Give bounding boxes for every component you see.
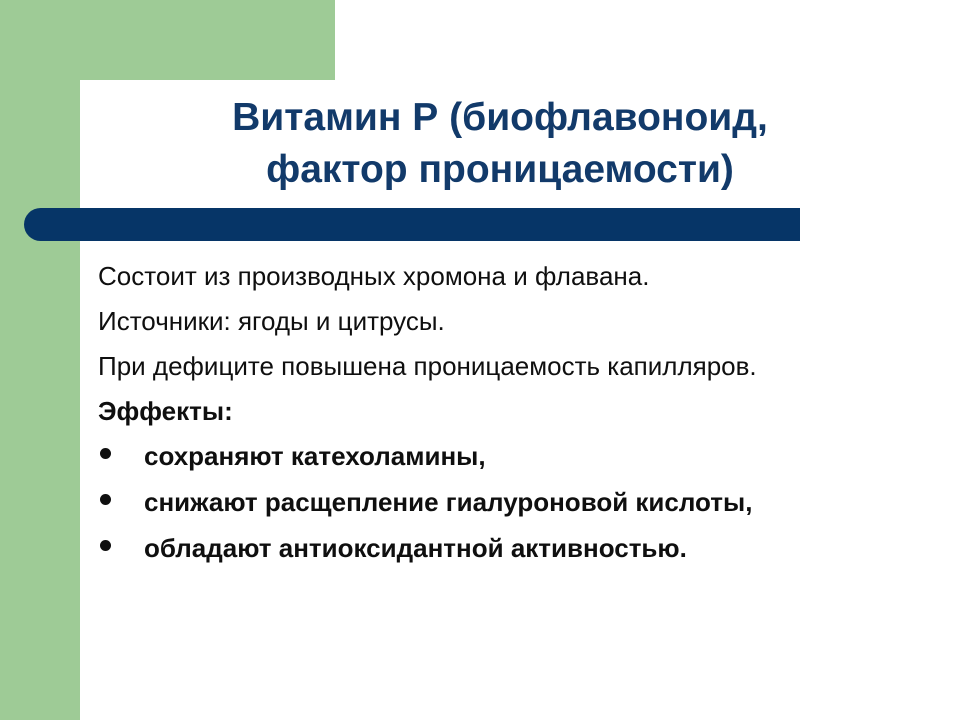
paragraph-sources: Источники: ягоды и цитрусы. <box>98 306 445 336</box>
bullet-text: сохраняют катехоламины, <box>144 441 486 471</box>
paragraph-composition: Состоит из производных хромона и флавана. <box>98 261 650 291</box>
bullet-item <box>98 528 938 574</box>
effects-heading: Эффекты: <box>98 396 233 426</box>
bullet-dot-icon <box>100 494 111 505</box>
bullet-text: обладают антиоксидантной активностью. <box>144 533 687 563</box>
slide-title-line-2: фактор проницаемости) <box>266 148 734 191</box>
bullet-dot-icon <box>100 540 111 551</box>
bullet-item <box>98 482 938 528</box>
slide-body <box>98 256 938 574</box>
slide-title-line-1: Витамин Р (биофлавоноид, <box>232 96 768 139</box>
bullet-item <box>98 436 938 482</box>
green-side-band <box>0 0 80 720</box>
slide-title <box>100 92 900 196</box>
title-underline-bar <box>24 208 800 241</box>
green-top-band <box>80 0 335 80</box>
bullet-dot-icon <box>100 448 111 459</box>
bullet-text: снижают расщепление гиалуроновой кислоты, <box>144 487 753 517</box>
paragraph-deficiency: При дефиците повышена проницаемость капилляров. <box>98 351 757 381</box>
